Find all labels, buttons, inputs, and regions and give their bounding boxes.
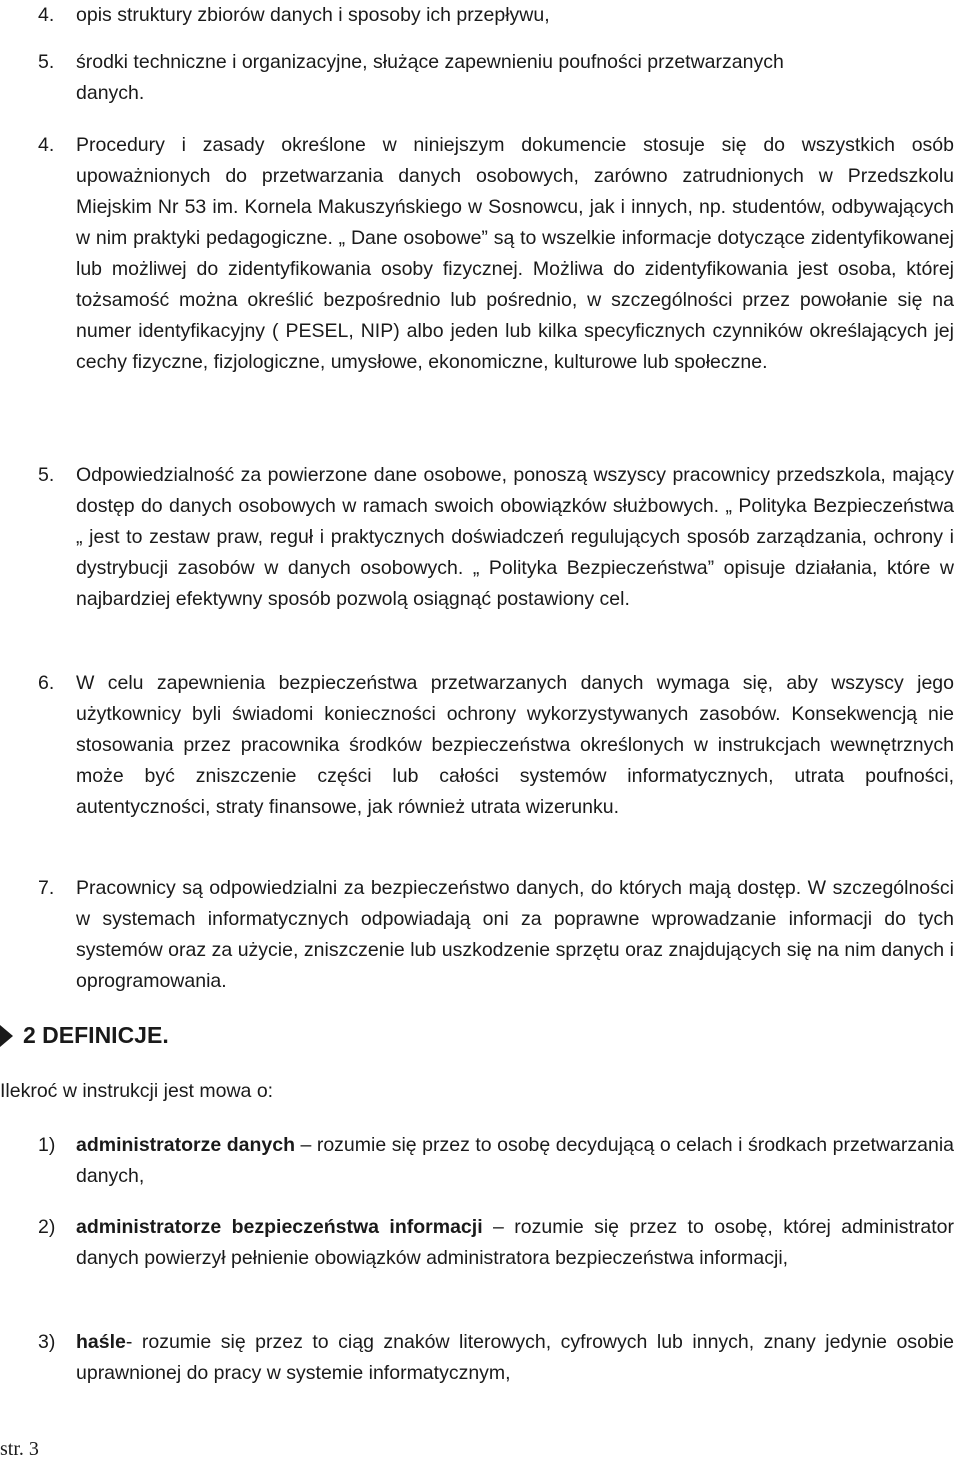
- point-number: 4.: [38, 134, 55, 156]
- section-heading-text: 2 DEFINICJE.: [23, 1022, 169, 1048]
- definition-description: - rozumie się przez to ciąg znaków literowych, cyfrowych lub innych, znany jedynie osobie uprawnionej do pracy w systemie informatycznym,: [76, 1331, 954, 1384]
- definition-description: – rozumie się przez to osobę decydującą o celach i środkach przetwarzania danych,: [76, 1134, 954, 1187]
- list-item-text-continued: danych.: [76, 82, 145, 104]
- definition-term: administratorze bezpieczeństwa informacji: [76, 1216, 483, 1238]
- arrow-bullet-icon: [0, 1025, 13, 1047]
- definition-description: – rozumie się przez to osobę, której administrator danych powierzył pełnienie obowiązków administratora bezpieczeństwa informacji,: [76, 1216, 955, 1269]
- definition-number: 2): [38, 1216, 56, 1238]
- point-text: Odpowiedzialność za powierzone dane osobowe, ponoszą wszyscy pracownicy przedszkola, mający dostęp do danych osobowych w ramach swoich obowiązków służbowych. „ Polityka Bezpieczeństwa „ jest to zestaw praw, reguł i praktycznych doświadczeń regulujących sposób zarządzania, ochrony i dystrybucji zasobów w danych osobowych. „ Polityka Bezpieczeństwa” opisuje działania, które w najbardziej efektywny sposób pozwolą osiągnąć postawiony cel.: [76, 464, 954, 610]
- definition-term: haśle: [76, 1331, 126, 1353]
- list-item-number: 5.: [38, 51, 55, 73]
- list-item-text: środki techniczne i organizacyjne, służące zapewnieniu poufności przetwarzanych: [76, 51, 784, 73]
- section-intro: Ilekroć w instrukcji jest mowa o:: [0, 1080, 274, 1102]
- definition-term: administratorze danych: [76, 1134, 295, 1156]
- list-item-text: opis struktury zbiorów danych i sposoby ich przepływu,: [76, 4, 550, 26]
- point-text: W celu zapewnienia bezpieczeństwa przetwarzanych danych wymaga się, aby wszyscy jego użytkownicy byli świadomi konieczności ochrony wykorzystywanych zasobów. Konsekwencją nie stosowania przez pracownika środków bezpieczeństwa określonych w instrukcjach wewnętrznych może być zniszczenie części lub całości systemów informatycznych, utrata poufności, autentyczności, straty finansowe, jak również utrata wizerunku.: [76, 672, 954, 818]
- definition-text: [76, 1212, 954, 1274]
- definition-number: 1): [38, 1134, 56, 1156]
- page-number: str. 3: [0, 1438, 39, 1460]
- point-text: Procedury i zasady określone w niniejszym dokumencie stosuje się do wszystkich osób upoważnionych do przetwarzania danych osobowych, zarówno zatrudnionych w Przedszkolu Miejskim Nr 53 im. Kornela Makuszyńskiego w Sosnowcu, jak i innych, np. studentów, odbywających w nim praktyki pedagogiczne. „ Dane osobowe” są to wszelkie informacje dotyczące zidentyfikowanej lub możliwej do zidentyfikowania osoby fizycznej. Możliwa do zidentyfikowania jest osoba, której tożsamość można określić bezpośrednio lub pośrednio, w szczególności przez powołanie się na numer identyfikacyjny ( PESEL, NIP) albo jeden lub kilka specyficznych czynników określających jej cechy fizyczne, fizjologiczne, umysłowe, ekonomiczne, kulturowe lub społeczne.: [76, 134, 954, 373]
- point-number: 5.: [38, 464, 55, 486]
- point-number: 7.: [38, 877, 55, 899]
- list-item-number: 4.: [38, 4, 55, 26]
- point-number: 6.: [38, 672, 55, 694]
- definition-text: [76, 1327, 954, 1389]
- definition-number: 3): [38, 1331, 56, 1353]
- definition-text: [76, 1130, 954, 1192]
- point-text: Pracownicy są odpowiedzialni za bezpieczeństwo danych, do których mają dostęp. W szczególności w systemach informatycznych odpowiadają oni za poprawne wprowadzanie informacji do tych systemów oraz za użycie, zniszczenie lub uszkodzenie sprzętu oraz znajdujących się na nim danych i oprogramowania.: [76, 877, 954, 992]
- section-heading: [0, 1022, 169, 1049]
